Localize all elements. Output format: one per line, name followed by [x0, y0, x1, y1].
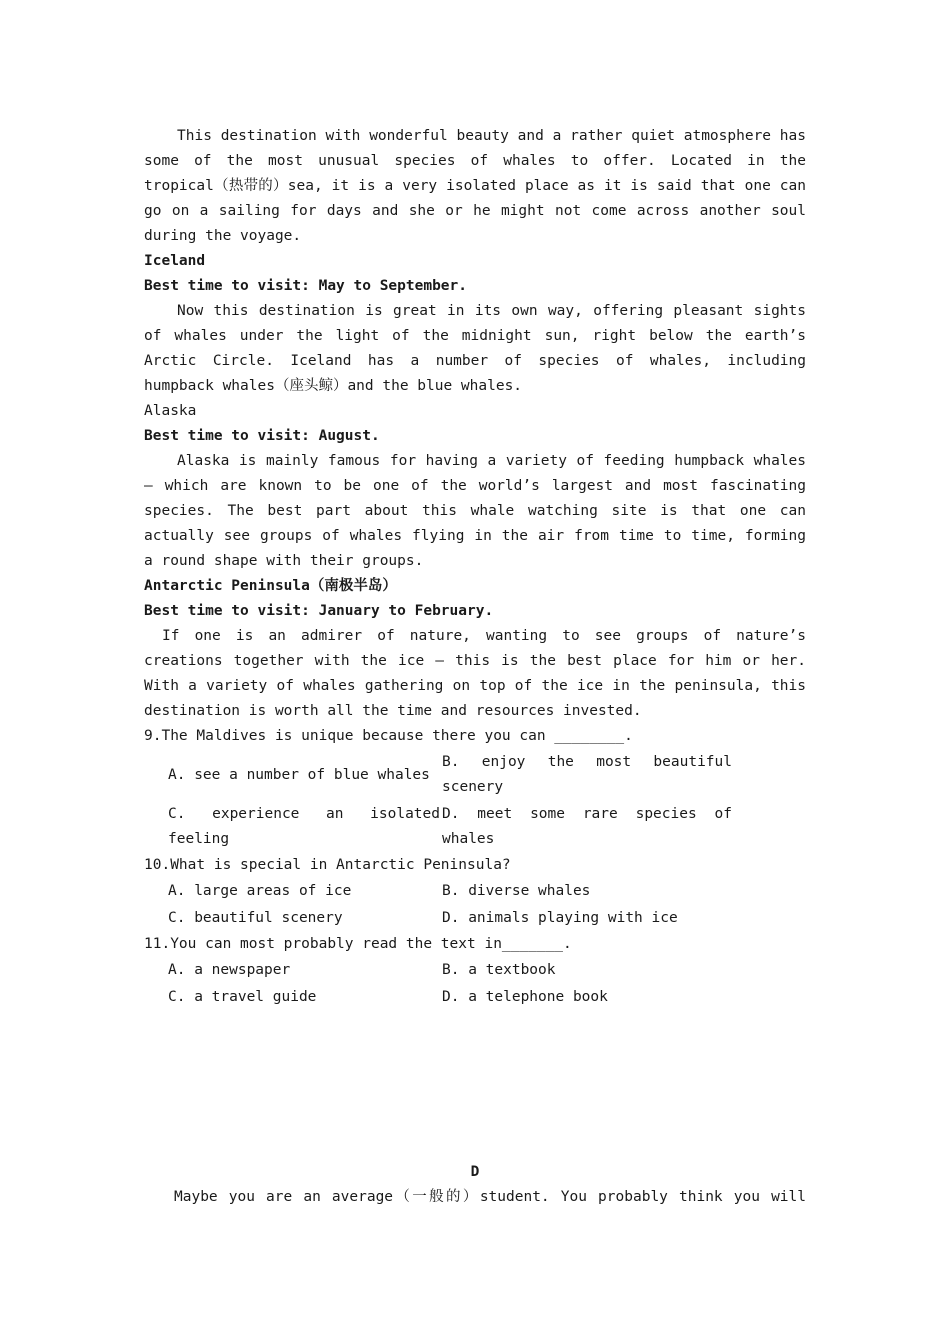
antarctic-paragraph: If one is an admirer of nature, wanting to see groups of nature’s creations together with the ice — this is the best place for him or her. With a variety of whales gathering on top of the ice in the peninsula, this destination is worth all the time and resources invested. — [144, 628, 806, 719]
alaska-paragraph: Alaska is mainly famous for having a variety of feeding humpback whales — which are known to be one of the world’s largest and most fascinating species. The best part about this whale watching site is that one can actually see groups of whales flying in the air from time to time, forming a round shape with their groups. — [144, 453, 806, 569]
antarctic-best-time: Best time to visit: January to February. — [144, 603, 494, 619]
iceland-heading: Iceland — [144, 253, 206, 269]
option-10c[interactable]: C. beautiful scenery — [168, 910, 343, 926]
option-10a[interactable]: A. large areas of ice — [168, 883, 352, 899]
alaska-heading: Alaska — [144, 403, 197, 419]
option-11d[interactable]: D. a telephone book — [442, 989, 608, 1005]
option-11c[interactable]: C. a travel guide — [168, 989, 317, 1005]
question-9-stem: 9.The Maldives is unique because there you can ________. — [144, 728, 633, 744]
iceland-best-time: Best time to visit: May to September. — [144, 278, 468, 294]
intro-paragraph: This destination with wonderful beauty and a rather quiet atmosphere has some of the most unusual species of whales to offer. Located in the tropical（热带的）sea, it is a very isolated place as it is said that one can go on a sailing for days and she or he might not come across another soul during the voyage. — [144, 128, 806, 244]
antarctic-heading: Antarctic Peninsula（南极半岛） — [144, 578, 397, 594]
section-d-heading: D — [470, 1164, 480, 1180]
iceland-paragraph: Now this destination is great in its own way, offering pleasant sights of whales under the light of the midnight sun, right below the earth’s Arctic Circle. Iceland has a number of species of whales, including humpback whales（座头鲸）and the blue whales. — [144, 303, 806, 394]
option-10d[interactable]: D. animals playing with ice — [442, 910, 678, 926]
option-11b[interactable]: B. a textbook — [442, 962, 556, 978]
question-11-stem: 11.You can most probably read the text in_______. — [144, 936, 572, 952]
option-9b[interactable]: B. enjoy the most beautiful scenery — [442, 754, 732, 795]
question-10-options — [168, 878, 806, 932]
question-11-options — [168, 957, 806, 1011]
option-10b[interactable]: B. diverse whales — [442, 883, 591, 899]
option-11a[interactable]: A. a newspaper — [168, 962, 291, 978]
question-11 — [144, 932, 806, 1011]
option-9d[interactable]: D. meet some rare species of whales — [442, 806, 732, 847]
question-9 — [144, 724, 806, 853]
question-10 — [144, 853, 806, 932]
reading-passage — [144, 124, 806, 1011]
question-9-options — [168, 749, 806, 853]
option-9c[interactable]: C. experience an isolated feeling — [168, 806, 440, 847]
section-d-first-line: Maybe you are an average（一般的）student. You probably think you will — [174, 1189, 806, 1205]
alaska-best-time: Best time to visit: August. — [144, 428, 380, 444]
question-10-stem: 10.What is special in Antarctic Peninsula? — [144, 857, 511, 873]
option-9a[interactable]: A. see a number of blue whales — [168, 766, 430, 783]
